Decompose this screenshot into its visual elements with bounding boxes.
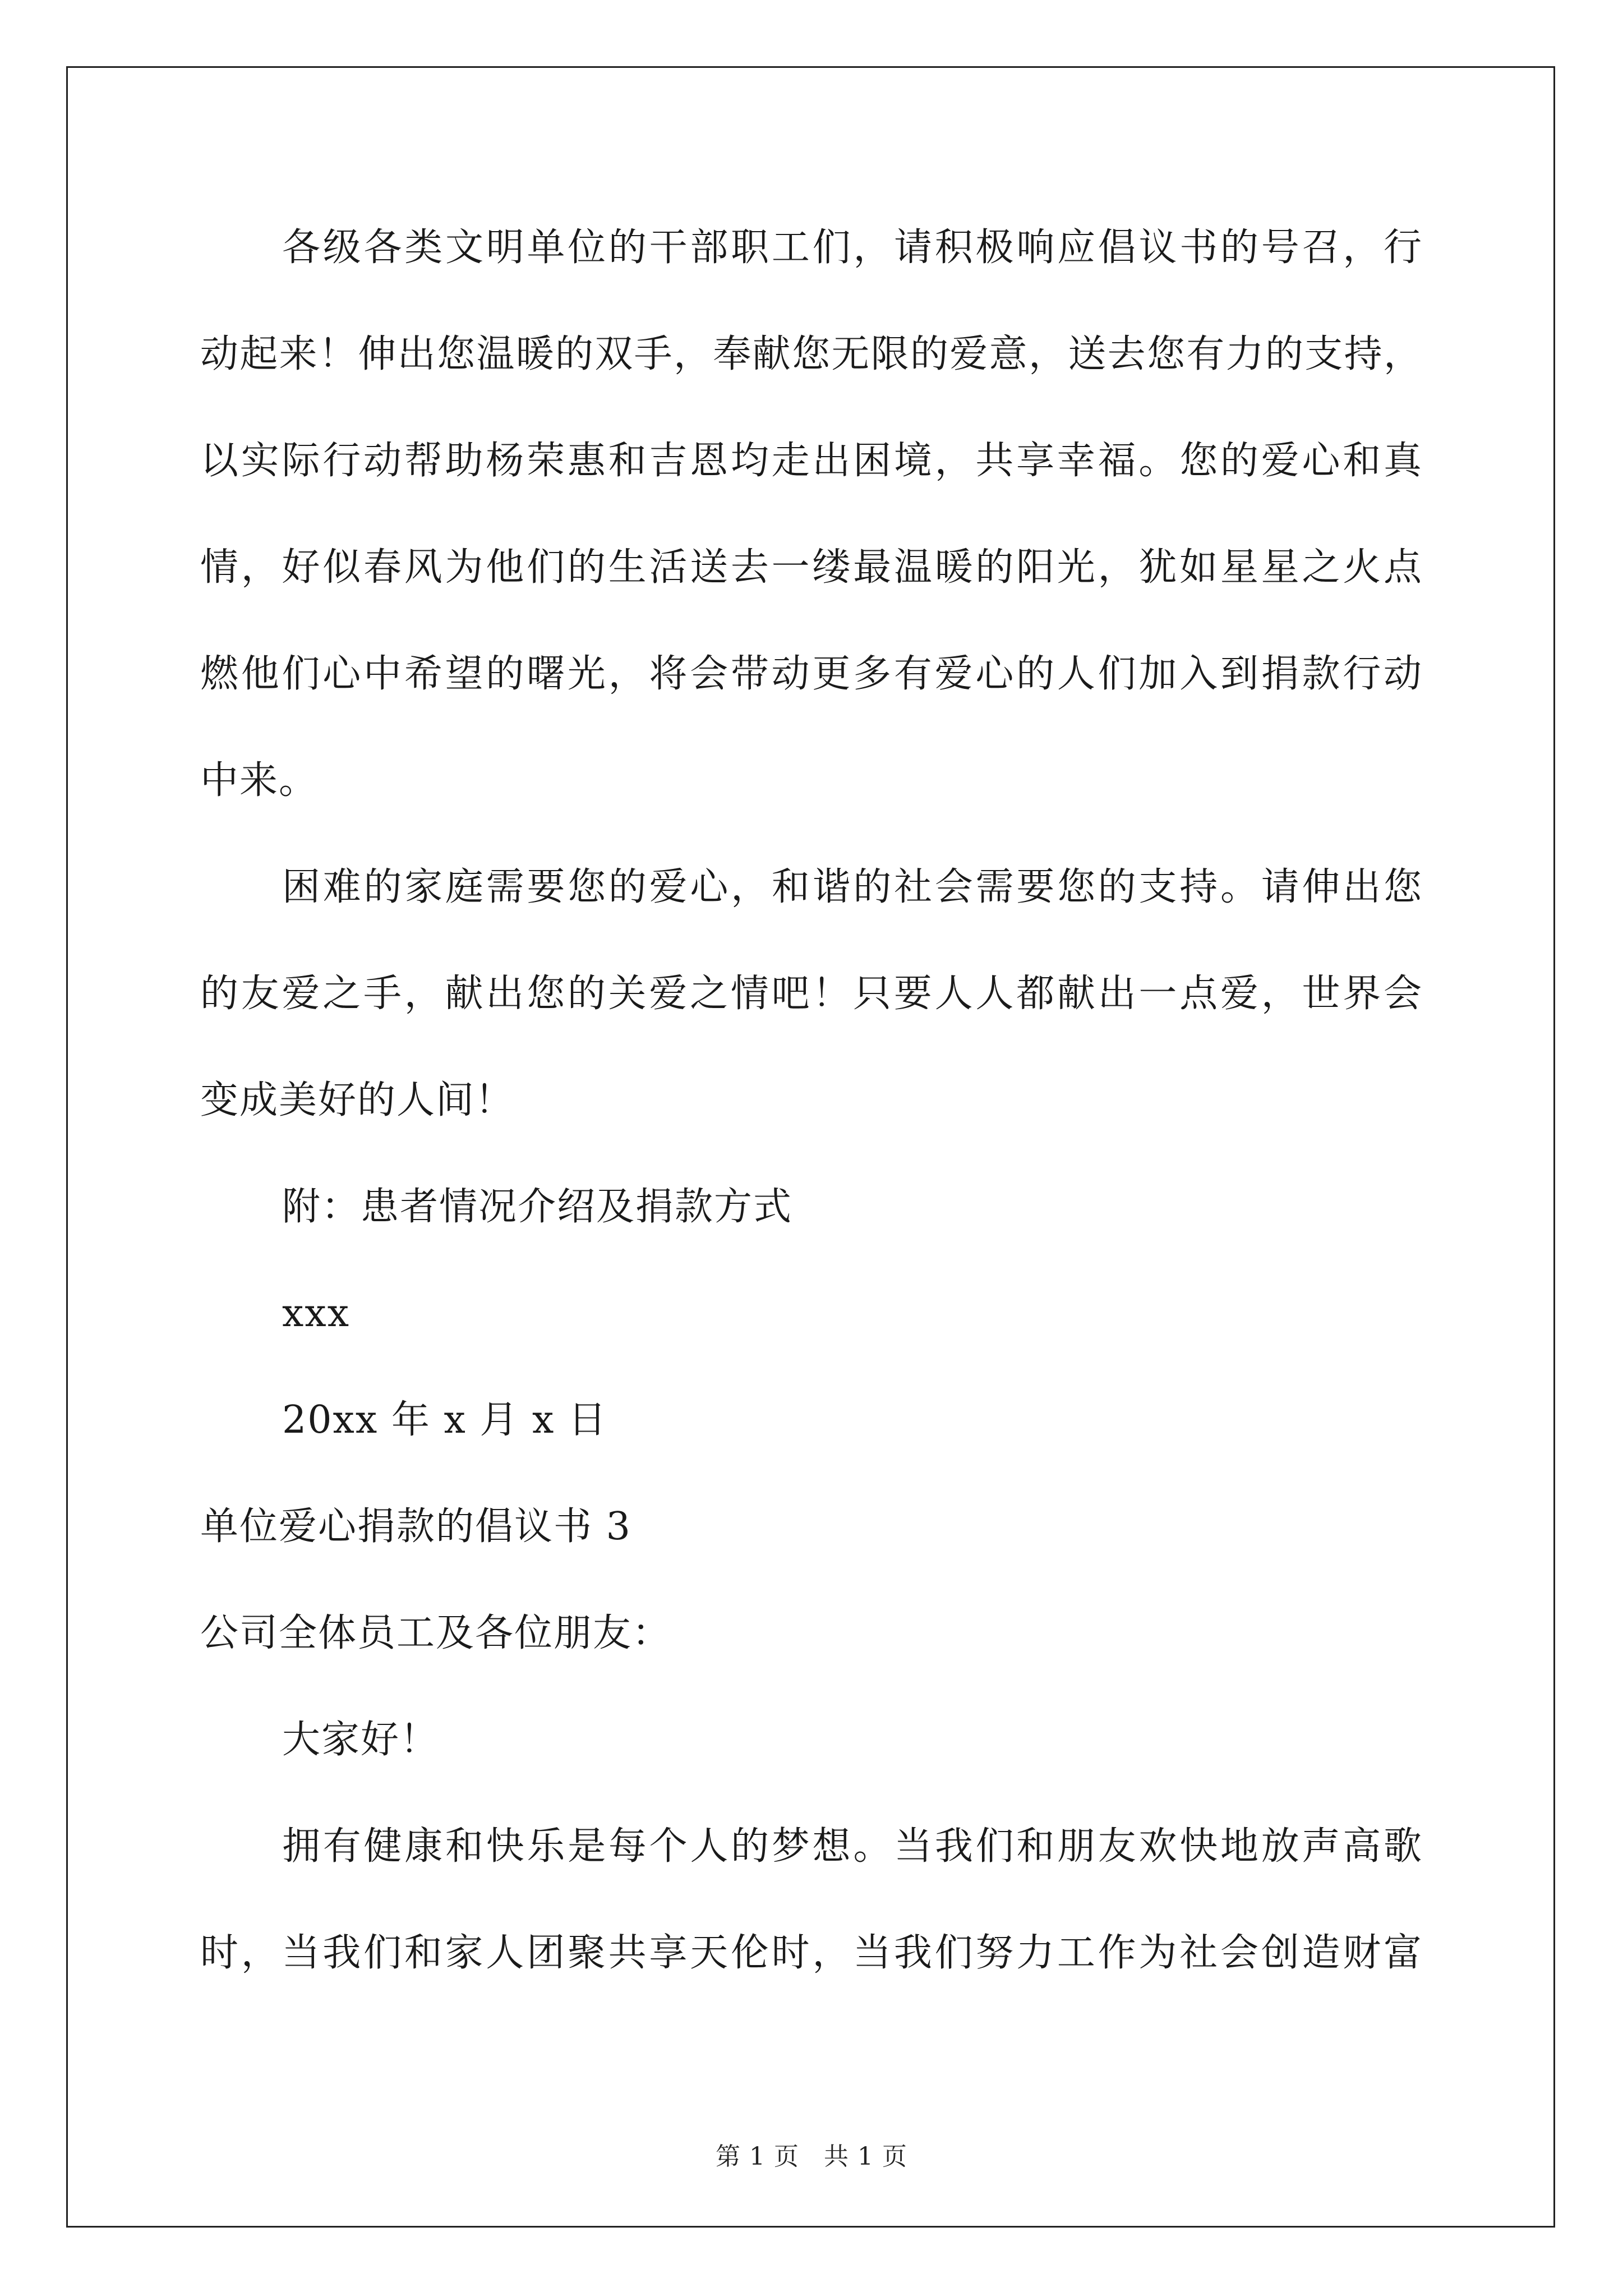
text-line: 燃他们心中希望的曙光，将会带动更多有爱心的人们加入到捐款行动 xyxy=(200,652,1423,696)
text-line: 动起来！伸出您温暖的双手，奉献您无限的爱意，送去您有力的支持， xyxy=(200,332,1423,376)
salutation: 公司全体员工及各位朋友： xyxy=(200,1611,672,1655)
paragraph-2 xyxy=(200,848,1423,1140)
paragraph-3 xyxy=(200,1807,1423,1993)
salutation-wrap xyxy=(200,1594,1423,1673)
section-title-wrap xyxy=(200,1488,1423,1566)
greeting: 大家好！ xyxy=(282,1718,440,1762)
date: 20xx 年 x 月 x 日 xyxy=(282,1398,608,1442)
section-title: 单位爱心捐款的倡议书 3 xyxy=(200,1504,631,1549)
text-line: 各级各类文明单位的干部职工们，请积极响应倡议书的号召，行 xyxy=(282,226,1423,270)
page-total: 共 1 页 xyxy=(824,2142,907,2171)
date-wrap xyxy=(200,1381,1423,1460)
attachment-note: 附：患者情况介绍及捐款方式 xyxy=(282,1185,793,1229)
text-line: 时，当我们和家人团聚共享天伦时，当我们努力工作为社会创造财富 xyxy=(200,1931,1423,1975)
text-line: 拥有健康和快乐是每个人的梦想。当我们和朋友欢快地放声高歌 xyxy=(282,1824,1423,1869)
attachment-line-wrap xyxy=(200,1168,1423,1246)
text-line: 困难的家庭需要您的爱心，和谐的社会需要您的支持。请伸出您 xyxy=(282,865,1423,909)
signature: xxx xyxy=(282,1291,351,1336)
page-footer xyxy=(0,2136,1623,2172)
paragraph-1 xyxy=(200,209,1423,820)
signature-wrap xyxy=(200,1274,1423,1353)
text-line: 中来。 xyxy=(200,758,319,803)
page-number: 第 1 页 xyxy=(716,2142,799,2171)
document-body xyxy=(200,209,1423,2021)
text-line: 情，好似春风为他们的生活送去一缕最温暖的阳光，犹如星星之火点 xyxy=(200,545,1423,590)
text-line: 以实际行动帮助杨荣惠和吉恩均走出困境，共享幸福。您的爱心和真 xyxy=(200,439,1423,483)
text-line: 变成美好的人间！ xyxy=(200,1078,515,1122)
greeting-wrap xyxy=(200,1701,1423,1779)
text-line: 的友爱之手，献出您的关爱之情吧！只要人人都献出一点爱，世界会 xyxy=(200,972,1423,1016)
